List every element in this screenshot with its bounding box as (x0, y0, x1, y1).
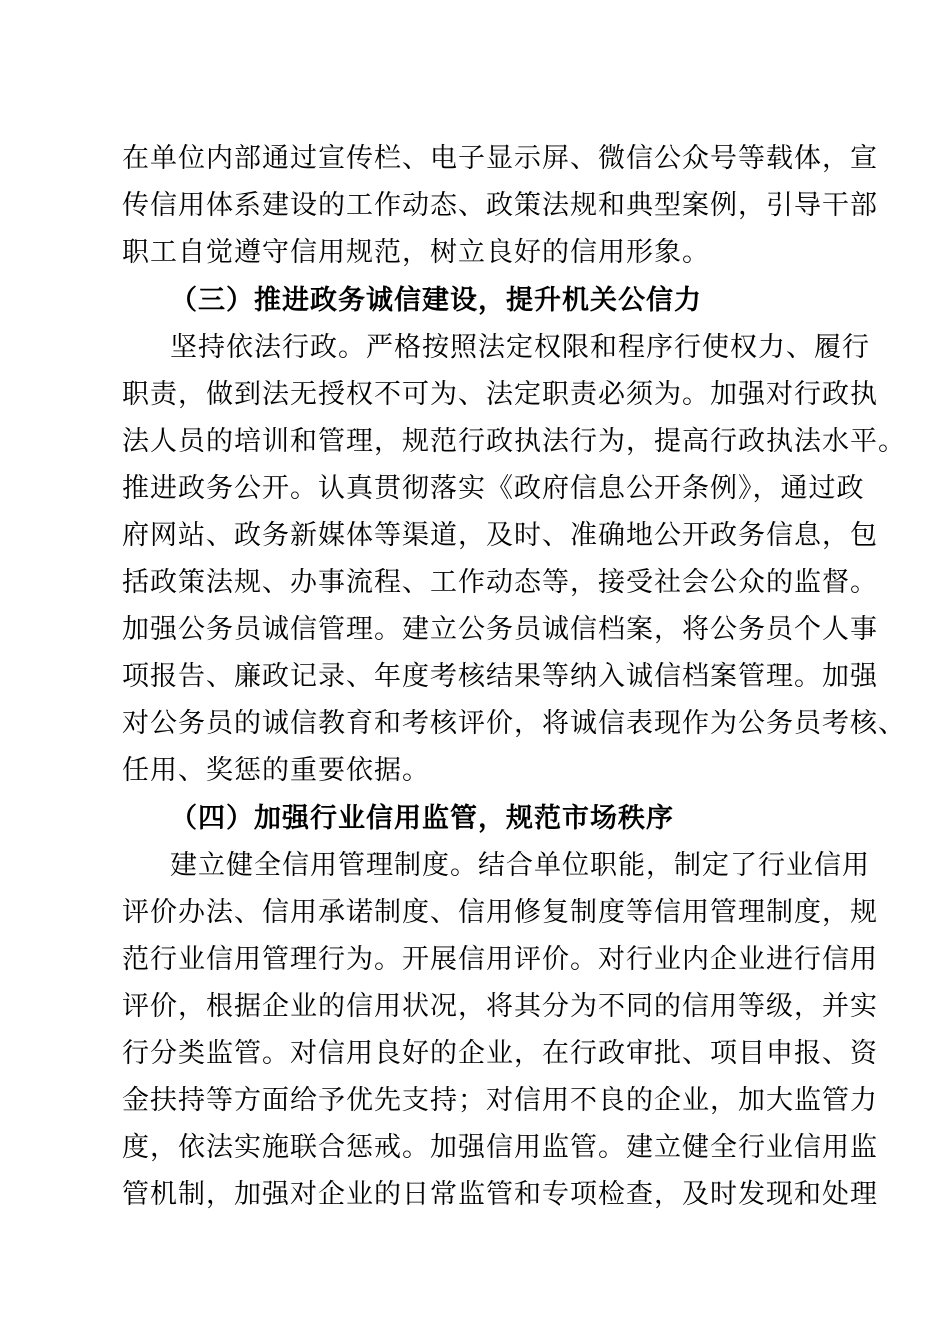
section-heading-4: （四）加强行业信用监管，规范市场秩序 (170, 803, 674, 834)
body-text-line: 职工自觉遵守信用规范，树立良好的信用形象。 (122, 237, 710, 268)
body-text-line: 府网站、政务新媒体等渠道，及时、准确地公开政务信息，包 (122, 520, 878, 551)
body-text-line: 职责，做到法无授权不可为、法定职责必须为。加强对行政执 (122, 379, 878, 410)
body-text-line: 在单位内部通过宣传栏、电子显示屏、微信公众号等载体，宣 (122, 143, 878, 174)
body-text-line: 评价，根据企业的信用状况，将其分为不同的信用等级，并实 (122, 991, 878, 1022)
body-text-line: 度，依法实施联合惩戒。加强信用监管。建立健全行业信用监 (122, 1132, 878, 1163)
body-text-line: 任用、奖惩的重要依据。 (122, 755, 430, 786)
body-text-line: 行分类监管。对信用良好的企业，在行政审批、项目申报、资 (122, 1038, 878, 1069)
body-text-line: 推进政务公开。认真贯彻落实《政府信息公开条例》，通过政 (122, 473, 865, 504)
body-text-line: 括政策法规、办事流程、工作动态等，接受社会公众的监督。 (122, 567, 878, 598)
body-text-line: 法人员的培训和管理，规范行政执法行为，提高行政执法水平。 (122, 426, 906, 457)
body-text-line: 管机制，加强对企业的日常监管和专项检查，及时发现和处理 (122, 1179, 878, 1210)
body-text-line: 评价办法、信用承诺制度、信用修复制度等信用管理制度，规 (122, 897, 878, 928)
body-text-line: 金扶持等方面给予优先支持；对信用不良的企业，加大监管力 (122, 1085, 878, 1116)
body-text-line: 项报告、廉政记录、年度考核结果等纳入诚信档案管理。加强 (122, 661, 878, 692)
body-text-line: 对公务员的诚信教育和考核评价，将诚信表现作为公务员考核、 (122, 708, 906, 739)
body-text-line: 加强公务员诚信管理。建立公务员诚信档案，将公务员个人事 (122, 614, 878, 645)
body-text-line: 建立健全信用管理制度。结合单位职能，制定了行业信用 (170, 850, 870, 881)
body-text-line: 范行业信用管理行为。开展信用评价。对行业内企业进行信用 (122, 944, 878, 975)
section-heading-3: （三）推进政务诚信建设，提升机关公信力 (170, 285, 702, 316)
body-text-line: 传信用体系建设的工作动态、政策法规和典型案例，引导干部 (122, 190, 878, 221)
body-text-line: 坚持依法行政。严格按照法定权限和程序行使权力、履行 (170, 332, 870, 363)
